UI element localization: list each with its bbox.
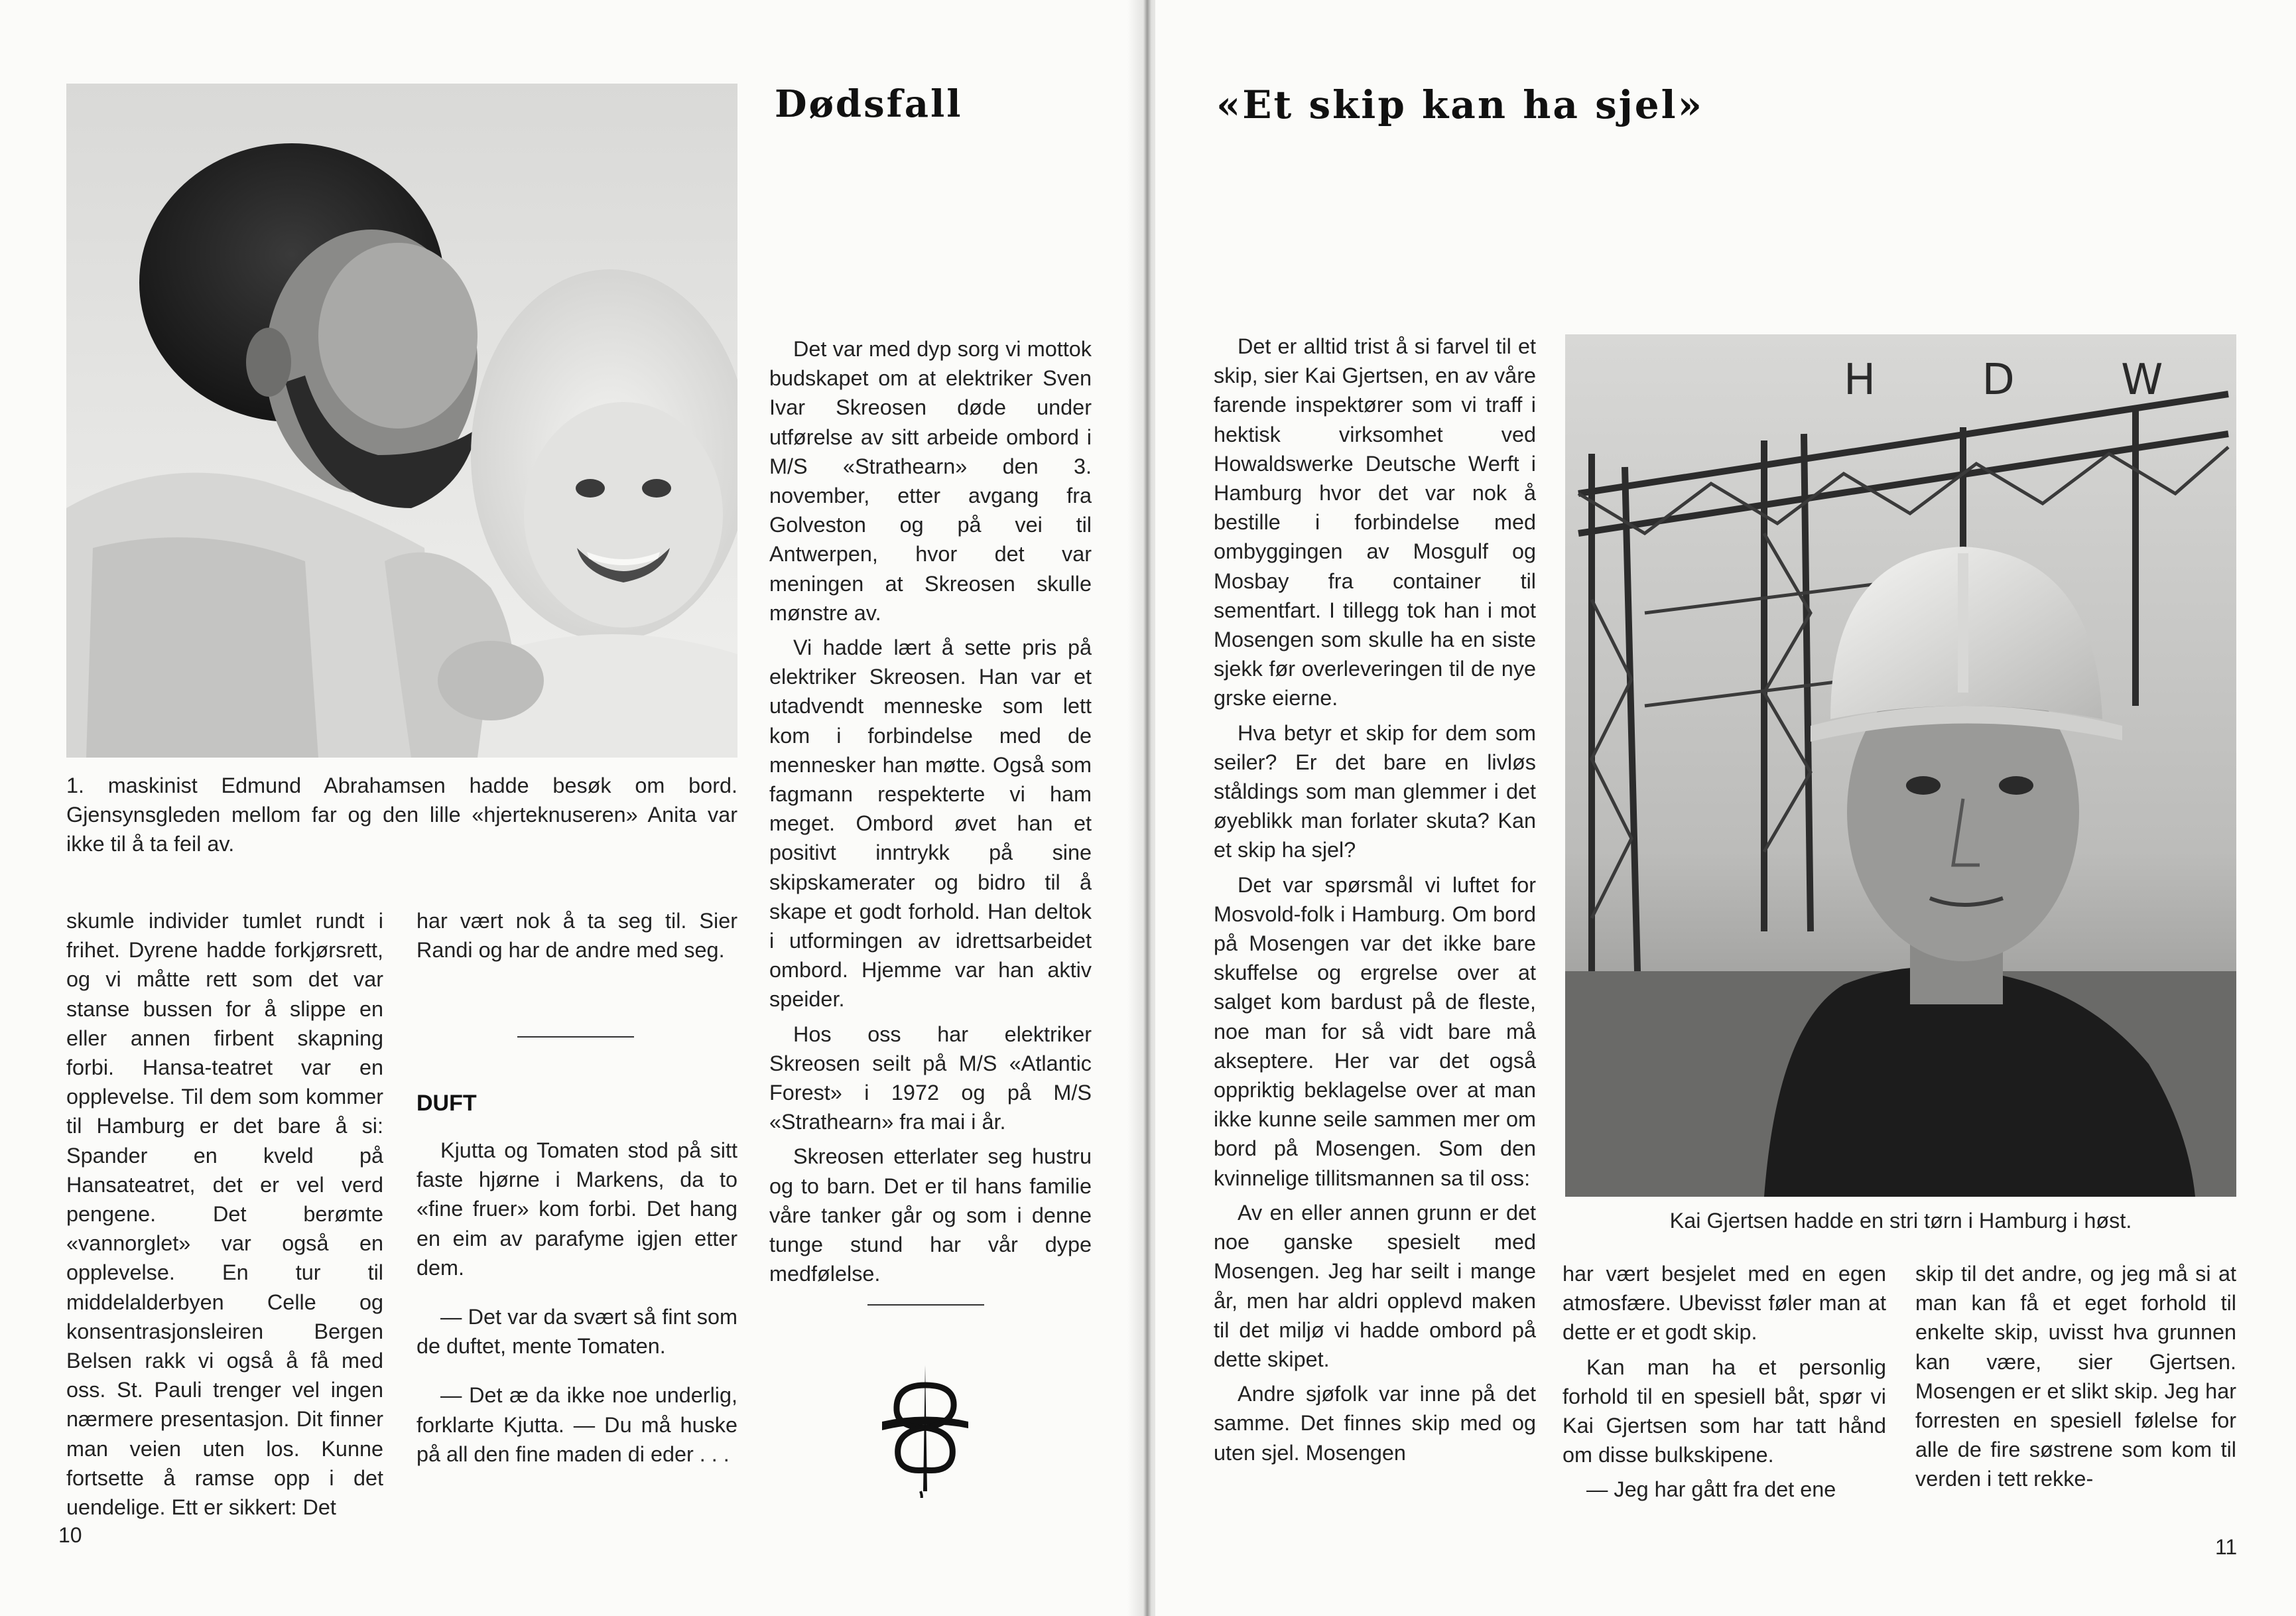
- right-col2-paragraph-3: — Jeg har gått fra det ene: [1586, 1477, 1836, 1502]
- left-page: [0, 0, 1146, 1616]
- kai-photo-caption: Kai Gjertsen hadde en stri tørn i Hamburg i høst.: [1669, 1209, 2132, 1233]
- obituary-paragraph-3: Hos oss har elektriker Skreosen seilt på M/S «Atlantic Forest» i 1972 og på M/S «Strathearn» fra mai i år.: [769, 1022, 1092, 1134]
- duft-subheading: DUFT: [416, 1091, 477, 1116]
- duft-story: [416, 1136, 737, 1469]
- duft-text-2: — Det var da svært så fint som de duftet, mente Tomaten.: [416, 1305, 737, 1359]
- photo-caption: 1. maskinist Edmund Abrahamsen hadde besøk om bord. Gjensynsgleden mellom far og den lille «hjerteknuseren» Anita var ikke til å ta feil av.: [66, 774, 737, 856]
- right-col1-paragraph-2: Hva betyr et skip for dem som seiler? Er det bare en livløs ståldings som man glemmer i det øyeblikk man forlater skuta? Kan et skip ha sjel?: [1214, 720, 1536, 862]
- right-col1-paragraph-4: Av en eller annen grunn er det noe ganske spesielt med Mosengen. Jeg har seilt i mange år, men har aldri opplevd maken til det miljø vi hadde ombord på dette skipet.: [1214, 1200, 1536, 1371]
- hdw-sign: H D W: [1844, 356, 2210, 405]
- right-page: [1155, 0, 2296, 1616]
- duft-text-3: — Det æ da ikke noe underlig, forklarte Kjutta. — Du må huske på all den fine maden di eder . . .: [416, 1383, 737, 1466]
- right-col2-paragraph-1: har vært besjelet med en egen atmosfære. Ubevisst føler man at dette er et godt skip.: [1563, 1262, 1886, 1345]
- left-article-column-2: [416, 906, 737, 965]
- obituary-paragraph-1: Det var med dyp sorg vi mottok budskapet om at elektriker Sven Ivar Skreosen døde under utførelse av sitt arbeide ombord i M/S «Strathearn» den 3. november, etter avgang fra Golveston og på vei til Antwerpen, hvor det var meningen at Skreosen skulle mønstre av.: [769, 337, 1092, 625]
- cross-emblem-icon: [869, 1359, 982, 1498]
- right-col2-paragraph-2: Kan man ha et personlig forhold til en spesiell båt, spør vi Kai Gjertsen som har tatt hånd om disse bulkskipene.: [1563, 1355, 1886, 1467]
- obituary-title: Dødsfall: [775, 82, 963, 126]
- obituary-column: [769, 334, 1092, 1289]
- article-title: «Et skip kan ha sjel»: [1216, 82, 1704, 127]
- right-article-column-2: [1563, 1259, 1886, 1505]
- right-page-number: 11: [2215, 1535, 2238, 1559]
- shipyard-image: [1565, 334, 2236, 1197]
- right-article-column-1: [1214, 332, 1536, 1467]
- obituary-divider: [867, 1304, 984, 1306]
- kai-gjertsen-photo: [1565, 334, 2236, 1197]
- duft-text-1: Kjutta og Tomaten stod på sitt faste hjørne i Markens, da to «fine fruer» kom forbi. Det hang en eim av parafyme igjen etter dem.: [416, 1138, 737, 1280]
- right-col1-paragraph-3: Det var spørsmål vi luftet for Mosvold-folk i Hamburg. Om bord på Mosengen var det ikke bare skuffelse og ergrelse over at salget kom bardust på de fleste, noe man for så vidt bare må akseptere. Her var det også oppriktig beklagelse over at man ikke kunne seile sammen mer om bord på Mosengen. Som den kvinnelige tillitsmannen sa til oss:: [1214, 872, 1536, 1190]
- right-col1-paragraph-5: Andre sjøfolk var inne på det samme. Det finnes skip med og uten sjel. Mosengen: [1214, 1382, 1536, 1465]
- father-daughter-image: [66, 84, 737, 758]
- father-daughter-photo: [66, 84, 737, 758]
- left-article-column-1: [66, 906, 383, 1522]
- obituary-paragraph-2: Vi hadde lært å sette pris på elektriker Skreosen. Han var et utadvendt menneske som lett kom i forbindelse med de mennesker han møtte. Også som fagmann respekterte vi ham meget. Ombord øvet han et positivt inntrykk på sine skipskamerater og bidro til å skape et godt forhold. Han deltok i utformingen av idrettsarbeidet ombord. Hjemme var han aktiv speider.: [769, 636, 1092, 1012]
- right-article-column-3: [1915, 1259, 2236, 1494]
- left-page-number: 10: [58, 1523, 82, 1547]
- right-col3-text: skip til det andre, og jeg må si at man kan få et eget forhold til enkelte skip, uvisst hva grunnen kan være, sier Gjertsen. Mosengen er et slikt skip. Jeg har forresten en spesiell følelse for alle de fire søstrene som kom til verden i tett rekke-: [1915, 1262, 2236, 1491]
- left-article-col2-intro: har vært nok å ta seg til. Sier Randi og har de andre med seg.: [416, 909, 737, 963]
- left-article-col1-text: skumle individer tumlet rundt i frihet. Dyrene hadde forkjørsrett, og vi måtte rett som det var stanse bussen for å slippe en eller annen firbent skapning forbi. Hansa-teatret var en opplevelse. Til dem som kommer til Hamburg er det bare å si: Spander en kveld på Hansateatret, det er vel verd pengene. Det berømte «vannorglet» var også en opplevelse. En tur til middelalderbyen Celle og konsentrasjonsleiren Bergen Belsen rakk vi også å få med oss. St. Pauli trenger vel ingen nærmere presentasjon. Dit finner man veien uten los. Kunne fortsette å ramse opp i det uendelige. Ett er sikkert: Det: [66, 909, 383, 1520]
- section-divider: [517, 1036, 634, 1038]
- obituary-paragraph-4: Skreosen etterlater seg hustru og to barn. Det er til hans familie våre tanker går og som i denne tunge stund har vår dype medfølelse.: [769, 1144, 1092, 1286]
- right-col1-paragraph-1: Det er alltid trist å si farvel til et skip, sier Kai Gjertsen, en av våre farende inspektører som vi traff i hektisk virksomhet ved Howaldswerke Deutsche Werft i Hamburg hvor det var nok å bestille i forbindelse med ombyggingen av Mosgulf og Mosbay fra container til sementfart. I tillegg tok han i mot Mosengen som skulle ha en siste sjekk før overleveringen til de nye grske eierne.: [1214, 334, 1536, 710]
